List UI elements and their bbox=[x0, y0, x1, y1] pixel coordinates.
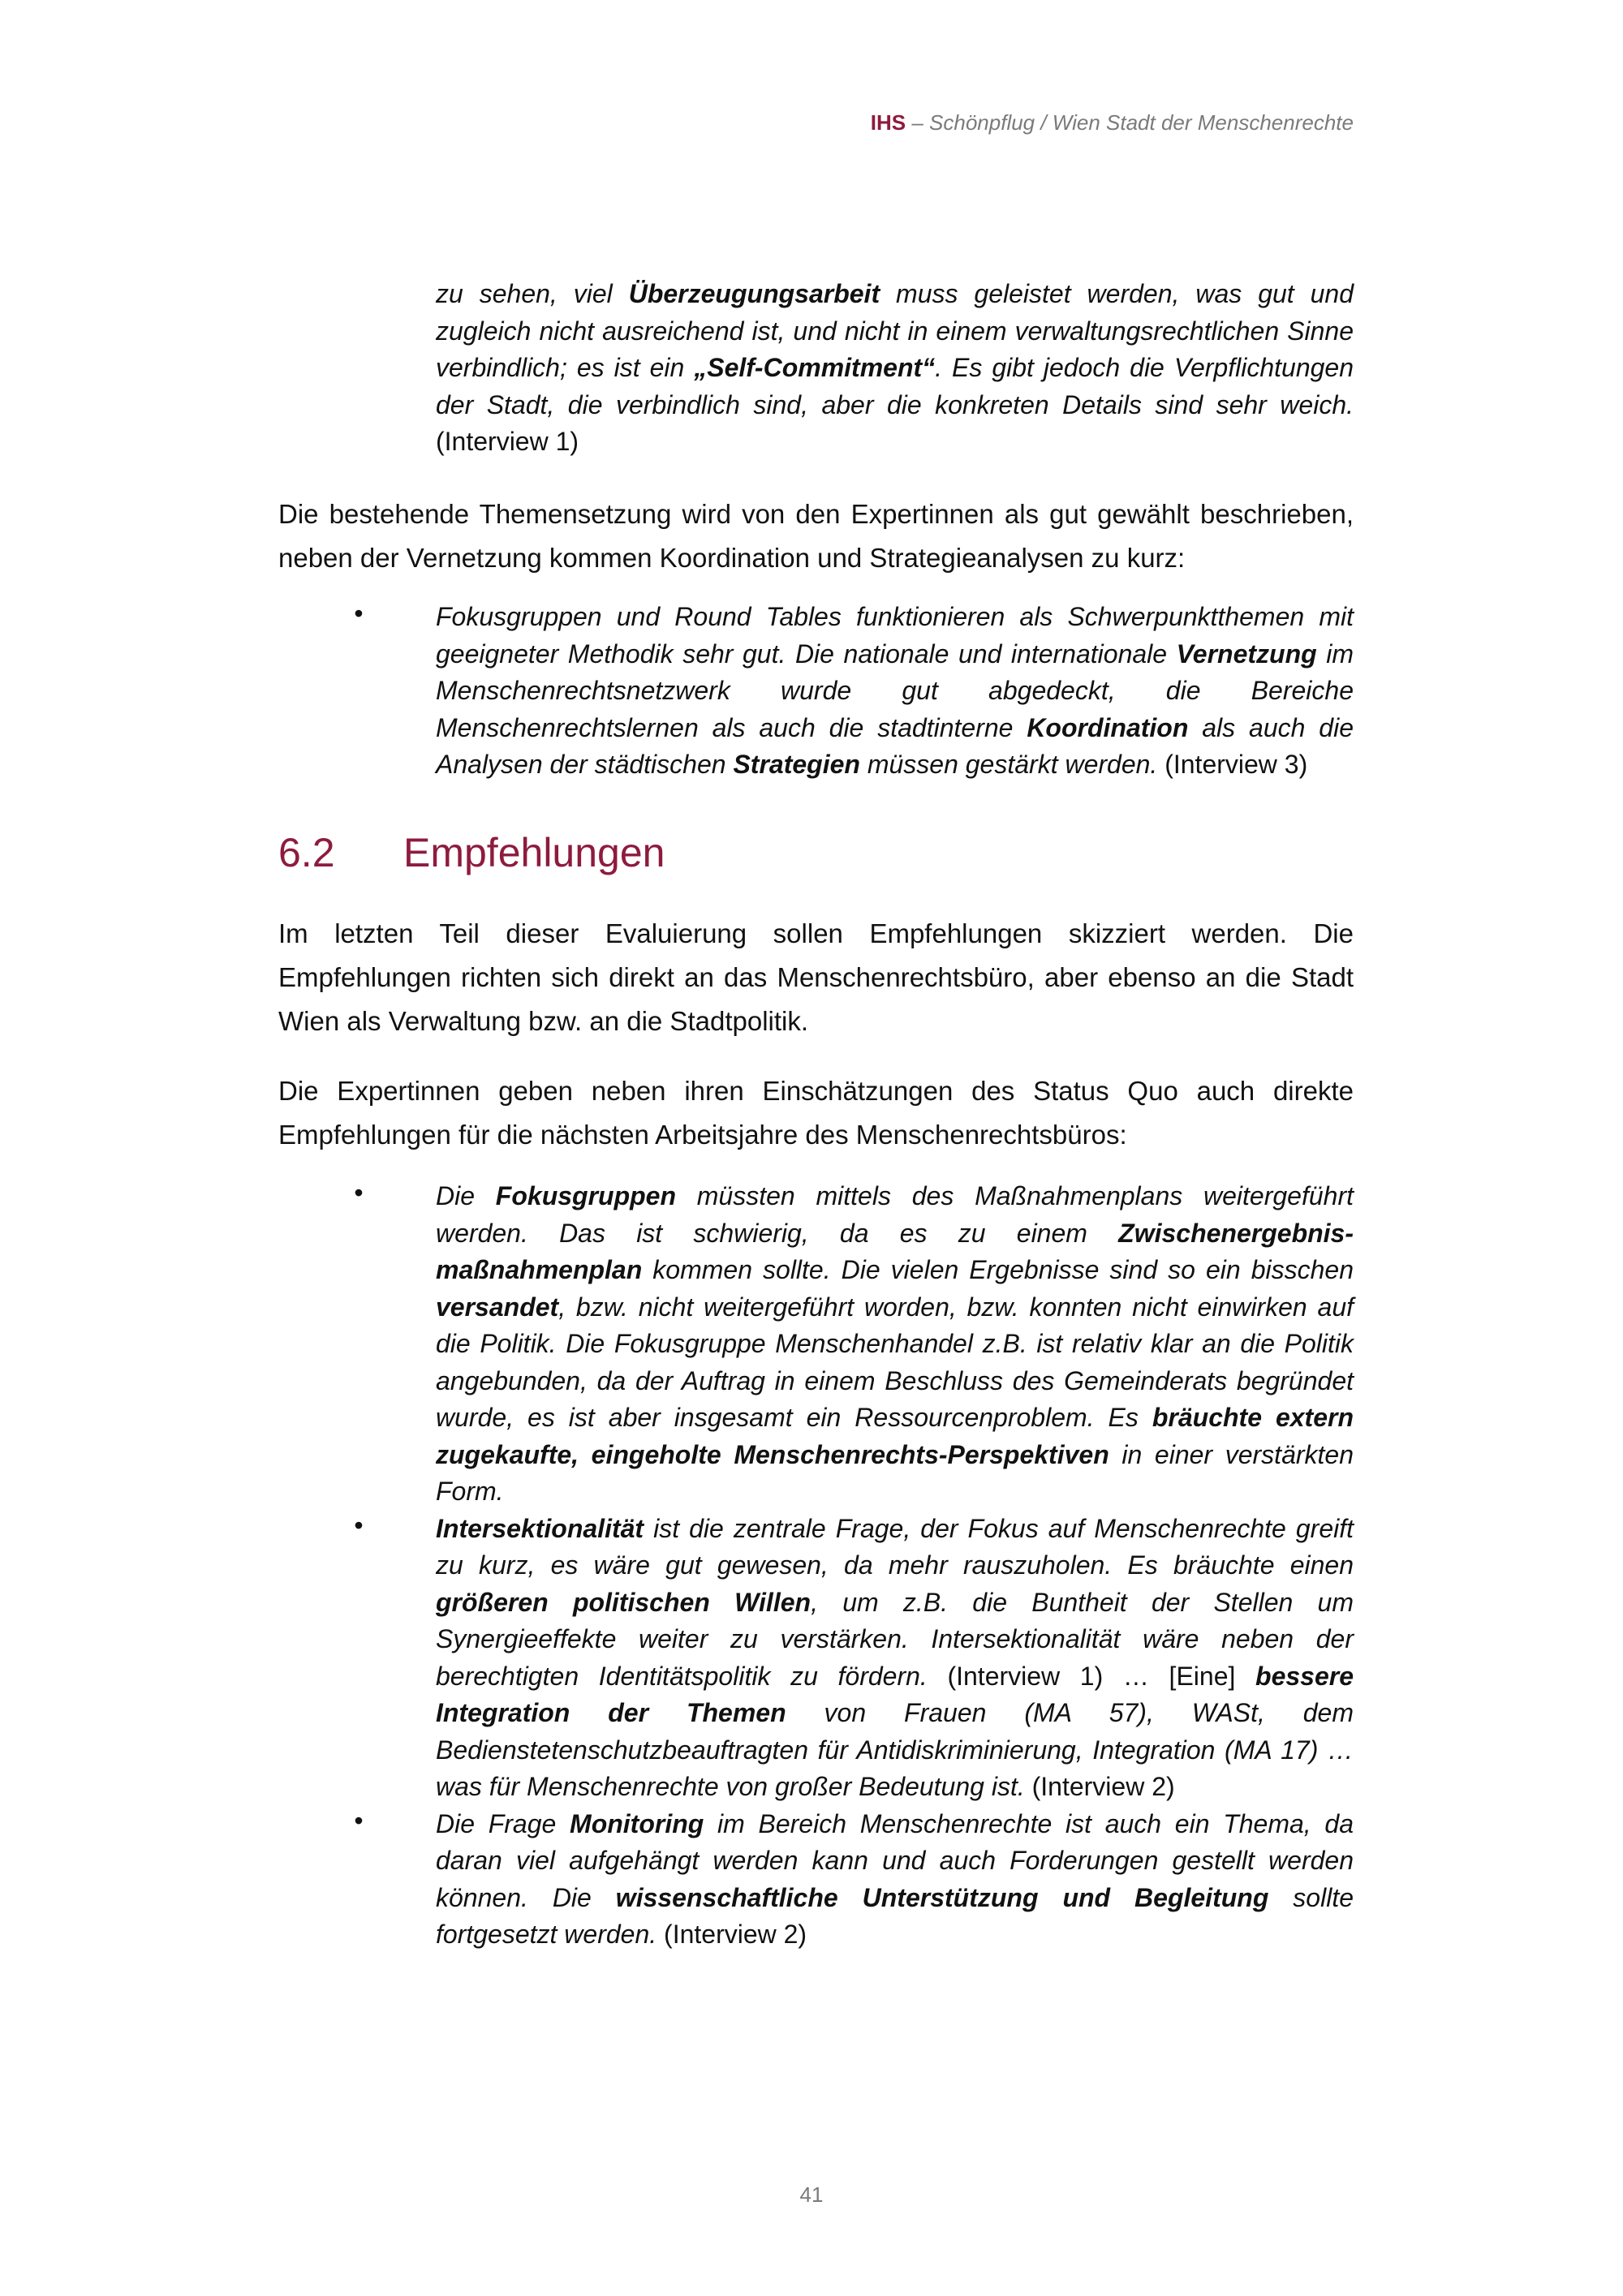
list-item bbox=[0, 1178, 1354, 1511]
emphasis-run bbox=[436, 1292, 558, 1322]
italic-run: . Es gibt jedoch die Verpflichtungen der Stadt, die verbindlich sind, aber die konkreten Details sind sehr weich. bbox=[436, 353, 1354, 419]
paragraph-text: Im letzten Teil dieser Evaluierung sollen Empfehlungen skizziert werden. Die Empfehlungen richten sich direkt an das Menschenrechtsbüro, aber ebenso an die Stadt Wien als Verwaltung bzw. an die Stadtpolitik. bbox=[278, 918, 1354, 1036]
italic-run: ist die zentrale Frage, der Fokus auf Menschenrechte greift zu kurz, es wäre gut gewesen, da mehr rauszuholen. Es bräuchte einen bbox=[436, 1513, 1354, 1580]
bullet-icon: • bbox=[354, 1178, 364, 1207]
emphasis-bold: Strategien bbox=[733, 750, 860, 779]
italic-run: als auch die Analysen der städtischen bbox=[436, 712, 1354, 779]
citation-run: (Interview 3) bbox=[1157, 750, 1308, 779]
emphasis-bold: versandet bbox=[436, 1292, 559, 1322]
bullet-list-2 bbox=[0, 1178, 1354, 1954]
section-heading bbox=[278, 829, 665, 876]
bullet-icon: • bbox=[354, 1510, 364, 1540]
paragraph-text: Die Expertinnen geben neben ihren Einschätzungen des Status Quo auch direkte Empfehlungen für die nächsten Arbeitsjahre des Menschenrechtsbüros: bbox=[278, 1076, 1354, 1150]
italic-run: in einer verstärkten Form. bbox=[436, 1439, 1354, 1506]
page-number: 41 bbox=[799, 2182, 824, 2207]
bullet-icon: • bbox=[354, 1805, 364, 1835]
emphasis-bold: Monitoring bbox=[570, 1808, 704, 1838]
list-item-text bbox=[436, 599, 1354, 784]
emphasis-bold: bessere Integration der Themen bbox=[436, 1661, 1354, 1727]
quote-interview-1 bbox=[436, 276, 1354, 461]
emphasis-run bbox=[629, 279, 880, 308]
italic-run: im Menschenrechtsnetzwerk wurde gut abgedeckt, die Bereiche Menschenrechtslernen als auch die stadtinterne bbox=[436, 638, 1354, 742]
emphasis-run bbox=[436, 1514, 644, 1543]
italic-run: von Frauen (MA 57), WASt, dem Bedienstetenschutzbeauftragten für Antidiskriminierung, Integration (MA 17) … was für Menschenrechte von großer Bedeutung ist. bbox=[436, 1698, 1354, 1801]
emphasis-bold: Fokusgruppen bbox=[495, 1181, 677, 1210]
emphasis-run bbox=[1177, 639, 1317, 669]
paragraph-expertinnen bbox=[278, 1069, 1354, 1157]
paragraph-themensetzung bbox=[278, 492, 1354, 580]
citation-run: (Interview 1) bbox=[436, 427, 579, 456]
running-header bbox=[871, 110, 1354, 135]
italic-run: , bzw. nicht weitergeführt worden, bzw. konnten nicht einwirken auf die Politik. Die Fokusgruppe Menschenhandel z.B. ist relativ klar an die Politik angebunden, da der Auftrag in einem Beschluss des Gemeinderats begründet wurde, es ist aber insgesamt ein Ressourcenproblem. Es bbox=[436, 1292, 1354, 1432]
list-item bbox=[0, 1806, 1354, 1954]
quote-text bbox=[436, 276, 1354, 461]
list-item-text bbox=[436, 1178, 1354, 1511]
italic-run: im Bereich Menschenrechte ist auch ein Thema, da daran viel aufgehängt werden kann und auch Forderungen gestellt werden können. Die bbox=[436, 1808, 1354, 1912]
citation-run: (Interview 2) bbox=[1024, 1772, 1175, 1801]
emphasis-bold: größeren politischen Willen bbox=[436, 1587, 812, 1617]
italic-run: sollte fortgesetzt werden. bbox=[436, 1882, 1354, 1949]
section-title: Empfehlungen bbox=[403, 830, 665, 875]
emphasis-bold: wissenschaftliche Unterstützung und Begleitung bbox=[615, 1882, 1269, 1912]
emphasis-run bbox=[694, 353, 935, 382]
paragraph-empfehlungen-intro bbox=[278, 912, 1354, 1043]
italic-run: zu sehen, viel bbox=[436, 279, 629, 308]
citation-run: (Interview 1) … [Eine] bbox=[927, 1661, 1256, 1691]
emphasis-bold: Koordination bbox=[1027, 712, 1189, 742]
emphasis-run bbox=[1027, 713, 1188, 742]
italic-run: Fokusgruppen und Round Tables funktionieren als Schwerpunktthemen mit geeigneter Methodik sehr gut. Die nationale und internationale bbox=[436, 602, 1354, 669]
emphasis-run bbox=[436, 1588, 811, 1617]
italic-run: Die bbox=[436, 1181, 496, 1210]
list-item-text bbox=[436, 1511, 1354, 1806]
italic-run: , um z.B. die Buntheit der Stellen um Synergieeffekte weiter zu verstärken. Intersektionalität wäre neben der berechtigten Identitätspolitik zu fördern. bbox=[436, 1587, 1354, 1691]
emphasis-bold: Intersektionalität bbox=[436, 1513, 644, 1543]
bullet-list-1 bbox=[0, 599, 1354, 784]
italic-run: müssten mittels des Maßnahmenplans weitergeführt werden. Das ist schwierig, da es zu einem bbox=[436, 1181, 1354, 1248]
header-org: IHS bbox=[870, 110, 906, 135]
emphasis-bold: bräuchte extern zugekaufte, eingeholte Menschenrechts-Perspektiven bbox=[436, 1403, 1354, 1469]
italic-run: muss geleistet werden, was gut und zugleich nicht ausreichend ist, und nicht in einem verwaltungsrechtlichen Sinne verbindlich; es ist ein bbox=[436, 279, 1354, 382]
emphasis-bold: Zwischenergebnis-maßnahmenplan bbox=[436, 1218, 1354, 1284]
citation-run: (Interview 2) bbox=[657, 1920, 807, 1949]
bullet-icon: • bbox=[354, 599, 364, 628]
emphasis-bold: Überzeugungsarbeit bbox=[628, 279, 880, 308]
list-item bbox=[0, 599, 1354, 784]
list-item-text bbox=[436, 1806, 1354, 1954]
section-number: 6.2 bbox=[278, 830, 335, 875]
emphasis-run bbox=[616, 1883, 1269, 1912]
italic-run: müssen gestärkt werden. bbox=[859, 750, 1158, 779]
list-item bbox=[0, 1511, 1354, 1806]
italic-run: kommen sollte. Die vielen Ergebnisse sind so ein bisschen bbox=[642, 1255, 1354, 1284]
emphasis-run bbox=[570, 1809, 704, 1838]
emphasis-run bbox=[733, 750, 859, 779]
header-title: – Schönpflug / Wien Stadt der Menschenrechte bbox=[906, 110, 1354, 135]
emphasis-run bbox=[496, 1181, 676, 1210]
emphasis-bold: „Self-Commitment“ bbox=[694, 353, 936, 382]
emphasis-bold: Vernetzung bbox=[1176, 638, 1317, 669]
italic-run: Die Frage bbox=[436, 1808, 570, 1838]
paragraph-text: Die bestehende Themensetzung wird von den Expertinnen als gut gewählt beschrieben, neben der Vernetzung kommen Koordination und Strategieanalysen zu kurz: bbox=[278, 499, 1354, 573]
